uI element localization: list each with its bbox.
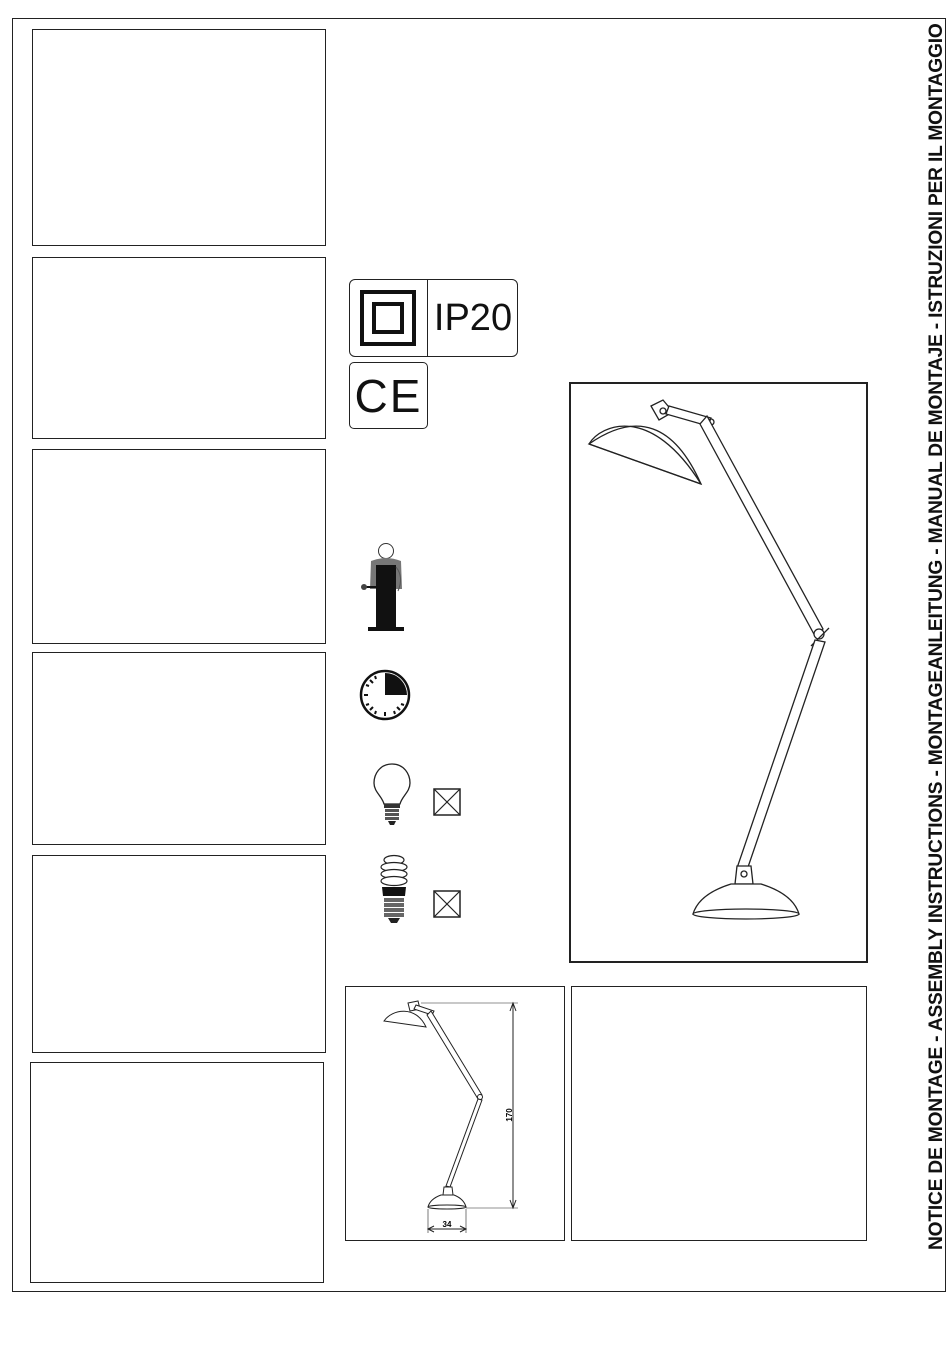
double-square-class-ii-icon xyxy=(358,288,418,348)
ce-mark-text: CE xyxy=(354,369,423,422)
instruction-box-6 xyxy=(30,1062,324,1283)
ip-rating-text: IP20 xyxy=(433,296,513,339)
lamp-illustration-panel xyxy=(569,382,868,963)
quarter-hour-clock-icon xyxy=(358,668,412,722)
instruction-box-2 xyxy=(32,257,326,439)
vertical-title: NOTICE DE MONTAGE - ASSEMBLY INSTRUCTIONS - MONTAGEANLEITUNG - MANUAL DE MONTAJE - ISTRUZIONI PER IL MONTAGGIO xyxy=(926,23,947,1250)
lamp-dimension-drawing xyxy=(346,987,564,1240)
crossed-checkbox-icon xyxy=(433,788,461,816)
electrician-icon xyxy=(358,541,408,633)
ip-rating-badge xyxy=(349,279,518,357)
cfl-bulb-icon xyxy=(372,852,416,926)
width-dimension-label: 34 xyxy=(442,1220,452,1229)
instruction-box-5 xyxy=(32,855,326,1053)
ce-mark-badge xyxy=(349,362,428,429)
dimension-drawing-panel xyxy=(345,986,565,1241)
instruction-box-4 xyxy=(32,652,326,845)
instruction-box-3 xyxy=(32,449,326,644)
height-dimension-label: 170 xyxy=(505,1108,514,1122)
notes-box xyxy=(571,986,867,1241)
instruction-box-1 xyxy=(32,29,326,246)
incandescent-bulb-icon xyxy=(372,762,412,826)
floor-lamp-illustration xyxy=(571,384,866,961)
crossed-checkbox-icon xyxy=(433,890,461,918)
